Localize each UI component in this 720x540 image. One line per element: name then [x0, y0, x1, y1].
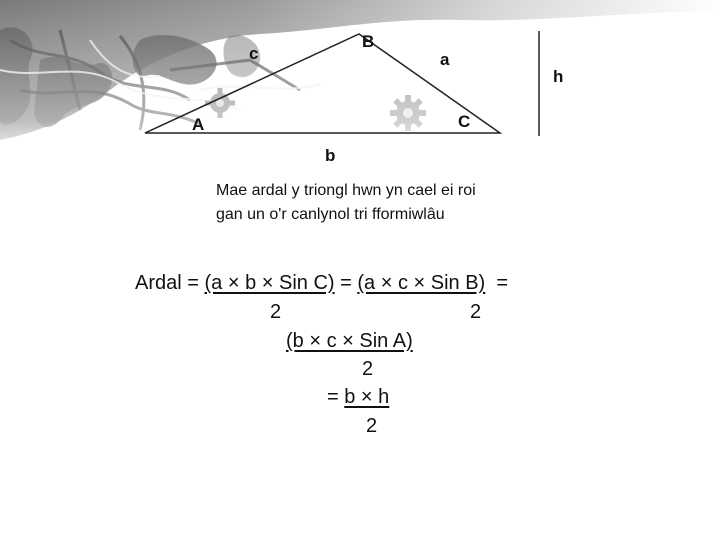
height-label-h: h — [553, 67, 564, 86]
expr-bca: (b × c × Sin A) — [286, 330, 413, 352]
caption-line-2: gan un o'r canlynol tri fformiwlâu — [216, 206, 445, 223]
side-label-b: b — [325, 146, 336, 165]
area-label: Ardal = — [135, 272, 199, 294]
vertex-label-b: B — [362, 32, 375, 51]
formula-line-bh — [327, 385, 389, 409]
caption-line-1: Mae ardal y triongl hwn yn cael ei roi — [216, 182, 476, 199]
side-label-c: c — [249, 44, 259, 63]
equals-sign-bh: = — [327, 386, 339, 408]
denominator-2: 2 — [470, 301, 482, 323]
numerator-bh: b × h — [344, 386, 390, 408]
denominator-1: 2 — [270, 301, 282, 323]
denominator-4: 2 — [366, 415, 378, 437]
numerator-bca — [286, 329, 413, 353]
numerator-acb: (a × c × Sin B) — [357, 272, 486, 294]
denominator-3: 2 — [362, 358, 374, 380]
side-label-a: a — [440, 50, 450, 69]
trailing-equals: = — [496, 272, 509, 294]
triangle-figure — [0, 0, 720, 180]
vertex-label-a: A — [192, 115, 205, 134]
numerator-abc: (a × b × Sin C) — [204, 272, 335, 294]
vertex-label-c: C — [458, 112, 471, 131]
equals-sign: = — [340, 272, 352, 294]
formula-line-1 — [135, 271, 508, 295]
caption — [216, 179, 576, 227]
